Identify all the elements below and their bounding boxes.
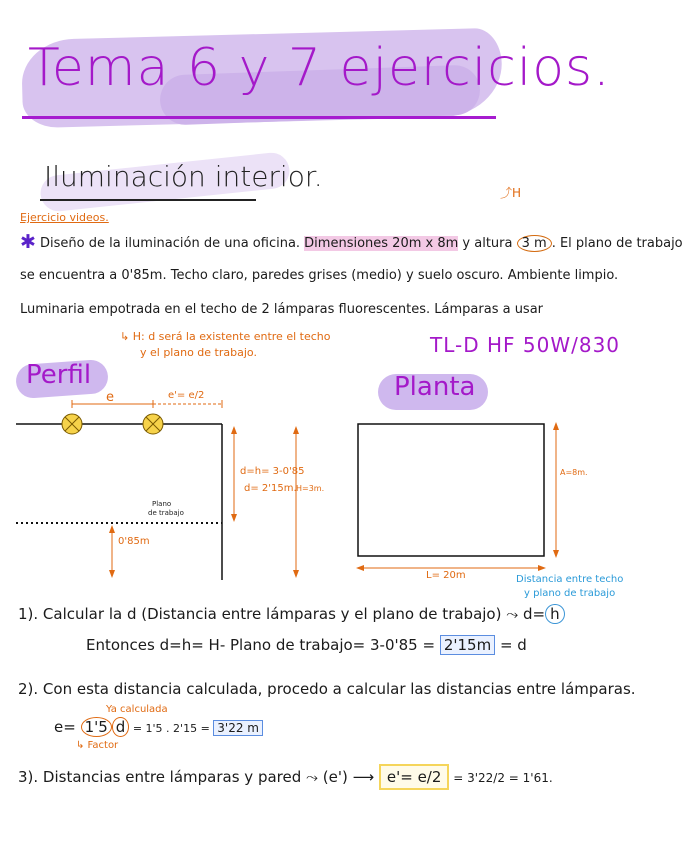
lamp-icon — [62, 414, 82, 434]
perfil-heading: Perfil — [26, 360, 92, 390]
step-3: 3). Distancias entre lámparas y pared ⤳ (e') ⟶ e'= e/2 = 3'22/2 = 1'61. — [18, 768, 553, 786]
title-underline — [22, 116, 496, 119]
exercise-label: Ejercicio videos. — [20, 211, 109, 224]
plano-label-2: de trabajo — [148, 509, 184, 517]
lamp-icon — [143, 414, 163, 434]
step-2-formula: e= 1'5 d = 1'5 . 2'15 = 3'22 m — [54, 718, 263, 736]
factor-circle: 1'5 — [81, 717, 112, 737]
planta-diagram — [340, 410, 590, 580]
room-outline — [358, 424, 544, 556]
statement-line-2: se encuentra a 0'85m. Techo claro, paredes grises (medio) y suelo oscuro. Ambiente limpio. — [20, 268, 619, 283]
a-label: A=8m. — [560, 468, 588, 477]
plano-label-1: Plano — [152, 500, 172, 508]
e-label: e — [106, 390, 114, 405]
factor-note: ↳ Factor — [76, 740, 119, 751]
distance-note-1: Distancia entre techo — [516, 574, 624, 585]
height-circle: 3 m — [517, 235, 552, 252]
section-title: Iluminación interior. — [44, 160, 323, 193]
note-d-line-2: y el plano de trabajo. — [140, 346, 257, 359]
lamp-model: TL-D HF 50W/830 — [430, 333, 621, 357]
h-circle: h — [545, 604, 565, 624]
e-result-box: 3'22 m — [213, 720, 263, 736]
work-plane-height-label: 0'85m — [118, 536, 150, 547]
star-icon: ✱ — [20, 231, 36, 253]
statement-line-3: Luminaria empotrada en el techo de 2 lámparas fluorescentes. Lámparas a usar — [20, 302, 544, 317]
d-result-box: 2'15m — [440, 635, 495, 655]
step-1: 1). Calcular la d (Distancia entre lámparas y el plano de trabajo) ⤳ d= h — [18, 605, 565, 623]
step-2: 2). Con esta distancia calculada, procedo a calcular las distancias entre lámparas. — [18, 680, 636, 698]
step-1-result: Entonces d=h= H- Plano de trabajo= 3-0'85 = 2'15m = d — [86, 636, 527, 654]
ya-calculada-note: Ya calculada — [106, 704, 168, 715]
page-title: Tema 6 y 7 ejercicios. — [28, 38, 611, 98]
distance-note-2: y plano de trabajo — [524, 588, 616, 599]
h-label: H=3m. — [296, 484, 325, 493]
note-d-line-1: ↳ H: d será la existente entre el techo — [120, 330, 331, 343]
d-label-2: d= 2'15m. — [244, 483, 297, 494]
d-label-1: d=h= 3-0'85 — [240, 466, 305, 477]
dimensions-highlight: Dimensiones 20m x 8m — [304, 236, 459, 251]
section-underline — [40, 199, 256, 201]
e-prime-label: e'= e/2 — [168, 390, 205, 401]
e-prime-formula-box: e'= e/2 — [379, 764, 450, 790]
statement-line-1: Diseño de la iluminación de una oficina. Dimensiones 20m x 8m y altura 3 m . El plano de trabajo — [40, 236, 683, 251]
planta-heading: Planta — [394, 372, 476, 402]
l-label: L= 20m — [426, 570, 466, 581]
d-circle: d — [112, 717, 130, 737]
h-annotation: ⤴H — [500, 186, 522, 200]
